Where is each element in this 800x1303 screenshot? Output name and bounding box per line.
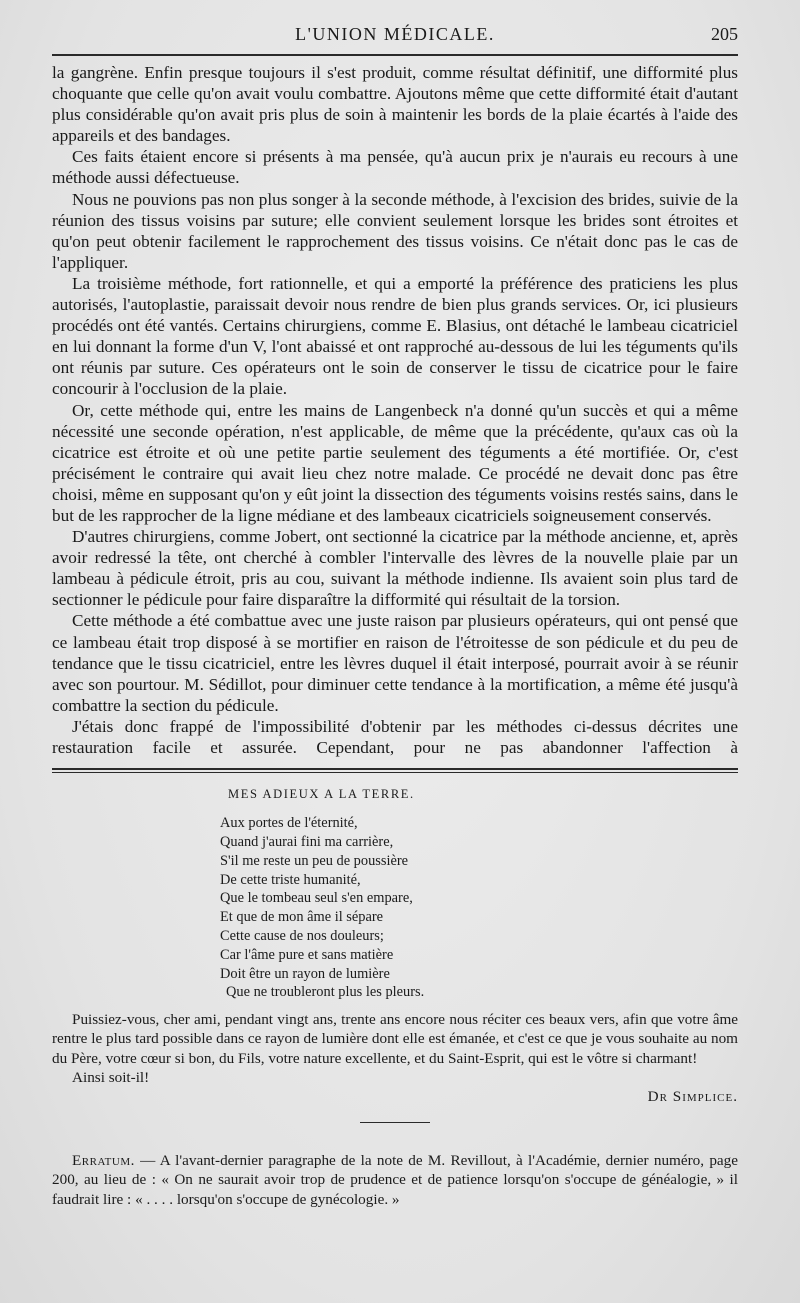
article-paragraph: Ces faits étaient encore si présents à ma pensée, qu'à aucun prix je n'aurais eu recours à une méthode aussi défectueuse. [52, 147, 738, 188]
article-paragraph: J'étais donc frappé de l'impossibilité d'obtenir par les méthodes ci-dessus décrites une restauration facile et assurée. Cependant, pour ne pas abandonner l'affection à [52, 716, 738, 757]
poem-line: Aux portes de l'éternité, [220, 815, 358, 832]
article-paragraph: La troisième méthode, fort rationnelle, et qui a emporté la préférence des praticiens les plus autorisés, l'autoplastie, paraissait devoir nous rendre de bien plus grands services. Or, ici plusieurs procédés ont été vantés. Certains chirurgiens, comme E. Blasius, ont détaché le lambeau cicatriciel en lui donnant la forme d'un V, l'ont abaissé et ont rapproché au-dessous de lui les téguments qu'ils ont réunis par suture. Ces opérateurs ont le soin de conserver le tissu de cicatrice pour le faire concourir à l'occlusion de la plaie. [52, 273, 738, 399]
article-paragraph: D'autres chirurgiens, comme Jobert, ont sectionné la cicatrice par la méthode ancienne, et, après avoir redressé la tête, ont cherché à combler l'intervalle des lèvres de la nouvelle plaie par un lambeau à pédicule étroit, pris au cou, suivant la méthode indienne. Ils avaient soin plus tard de sectionner le pédicule pour faire disparaître la difformité qui résultait de la torsion. [52, 527, 738, 610]
article-paragraph: Or, cette méthode qui, entre les mains de Langenbeck n'a donné qu'un succès et qui a même nécessité une seconde opération, n'est applicable, de même que la précédente, qu'aux cas où la cicatrice est étroite et où une petite partie seulement des téguments a été mortifiée. Or, c'est précisément le contraire qui avait lieu chez notre malade. Ce procédé ne devait donc pas être choisi, même en supposant qu'on y eût joint la dissection des téguments voisins restés sains, dans le but de les rapprocher de la ligne médiane et des lambeaux cicatriciels soigneusement conservés. [52, 400, 738, 525]
erratum-lead: Erratum. [72, 1152, 135, 1170]
poem-line: Car l'âme pure et sans matière [220, 946, 394, 963]
feuilleton [52, 785, 738, 1209]
article-body [52, 62, 738, 758]
poem-line: Que ne troubleront plus les pleurs. [226, 984, 425, 1001]
page-number: 205 [711, 24, 738, 44]
poem-line: Doit être un rayon de lumière [220, 965, 390, 982]
farewell-paragraph: Puissiez-vous, cher ami, pendant vingt ans, trente ans encore nous réciter ces beaux vers, afin que votre âme rentre le plus tard possible dans ce rayon de lumière dont elle est émanée, et c'est ce que je vous souhaite au nom du Père, votre cœur si bon, du Fils, votre nature excellente, et du Saint-Esprit, qui est le vôtre si charmant! [52, 1011, 738, 1067]
poem [220, 814, 738, 1002]
article-paragraph: Nous ne pouvions pas non plus songer à la seconde méthode, à l'excision des brides, suivie de la réunion des tissus voisins par suture; elle convient seulement lorsque les brides sont étroites et qu'on peut obtenir facilement le rapprochement des tissus voisins. Ce n'était donc pas le cas de l'appliquer. [52, 189, 738, 272]
erratum [52, 1151, 738, 1209]
closing-line: Ainsi soit-il! [72, 1068, 150, 1086]
poem-line: Cette cause de nos douleurs; [220, 928, 384, 945]
feuilleton-separator [52, 768, 738, 773]
article-paragraph: la gangrène. Enfin presque toujours il s'est produit, comme résultat définitif, une difformité plus choquante que celle qu'on avait voulu combattre. Ajoutons même que cette difformité était d'autant plus considérable qu'on avait pris plus de soin à maintenir les bords de la plaie écartés à l'aide des appareils et des bandages. [52, 63, 738, 146]
poem-line: Que le tombeau seul s'en empare, [220, 890, 413, 907]
poem-line: Et que de mon âme il sépare [220, 909, 384, 926]
poem-line: S'il me reste un peu de poussière [220, 852, 409, 869]
journal-title: L'UNION MÉDICALE. [295, 24, 495, 44]
running-head [52, 24, 738, 48]
poem-title: MES ADIEUX A LA TERRE. [228, 787, 415, 802]
header-rule [52, 54, 738, 56]
signature: Dr Simplice. [647, 1088, 738, 1106]
article-paragraph: Cette méthode a été combattue avec une juste raison par plusieurs opérateurs, qui ont pensé que ce lambeau était trop disposé à se mortifier en raison de l'étroitesse de son pédicule et du peu de tendance que le tissu cicatriciel, entre les lèvres duquel il était interposé, pourrait avoir à se réunir avec son pourtour. M. Sédillot, pour diminuer cette tendance à la mortification, a même été jusqu'à combattre la section du pédicule. [52, 611, 738, 715]
erratum-text: — A l'avant-dernier paragraphe de la note de M. Revillout, à l'Académie, dernier numéro, page 200, au lieu de : « On ne saurait avoir trop de prudence et de patience lorsqu'on s'occupe de généalogie, » il faudrait lire : « . . . . lorsqu'on s'occupe de gynécologie. » [52, 1152, 738, 1208]
signature-rule [360, 1122, 430, 1123]
poem-line: De cette triste humanité, [220, 871, 361, 888]
poem-line: Quand j'aurai fini ma carrière, [220, 834, 394, 851]
